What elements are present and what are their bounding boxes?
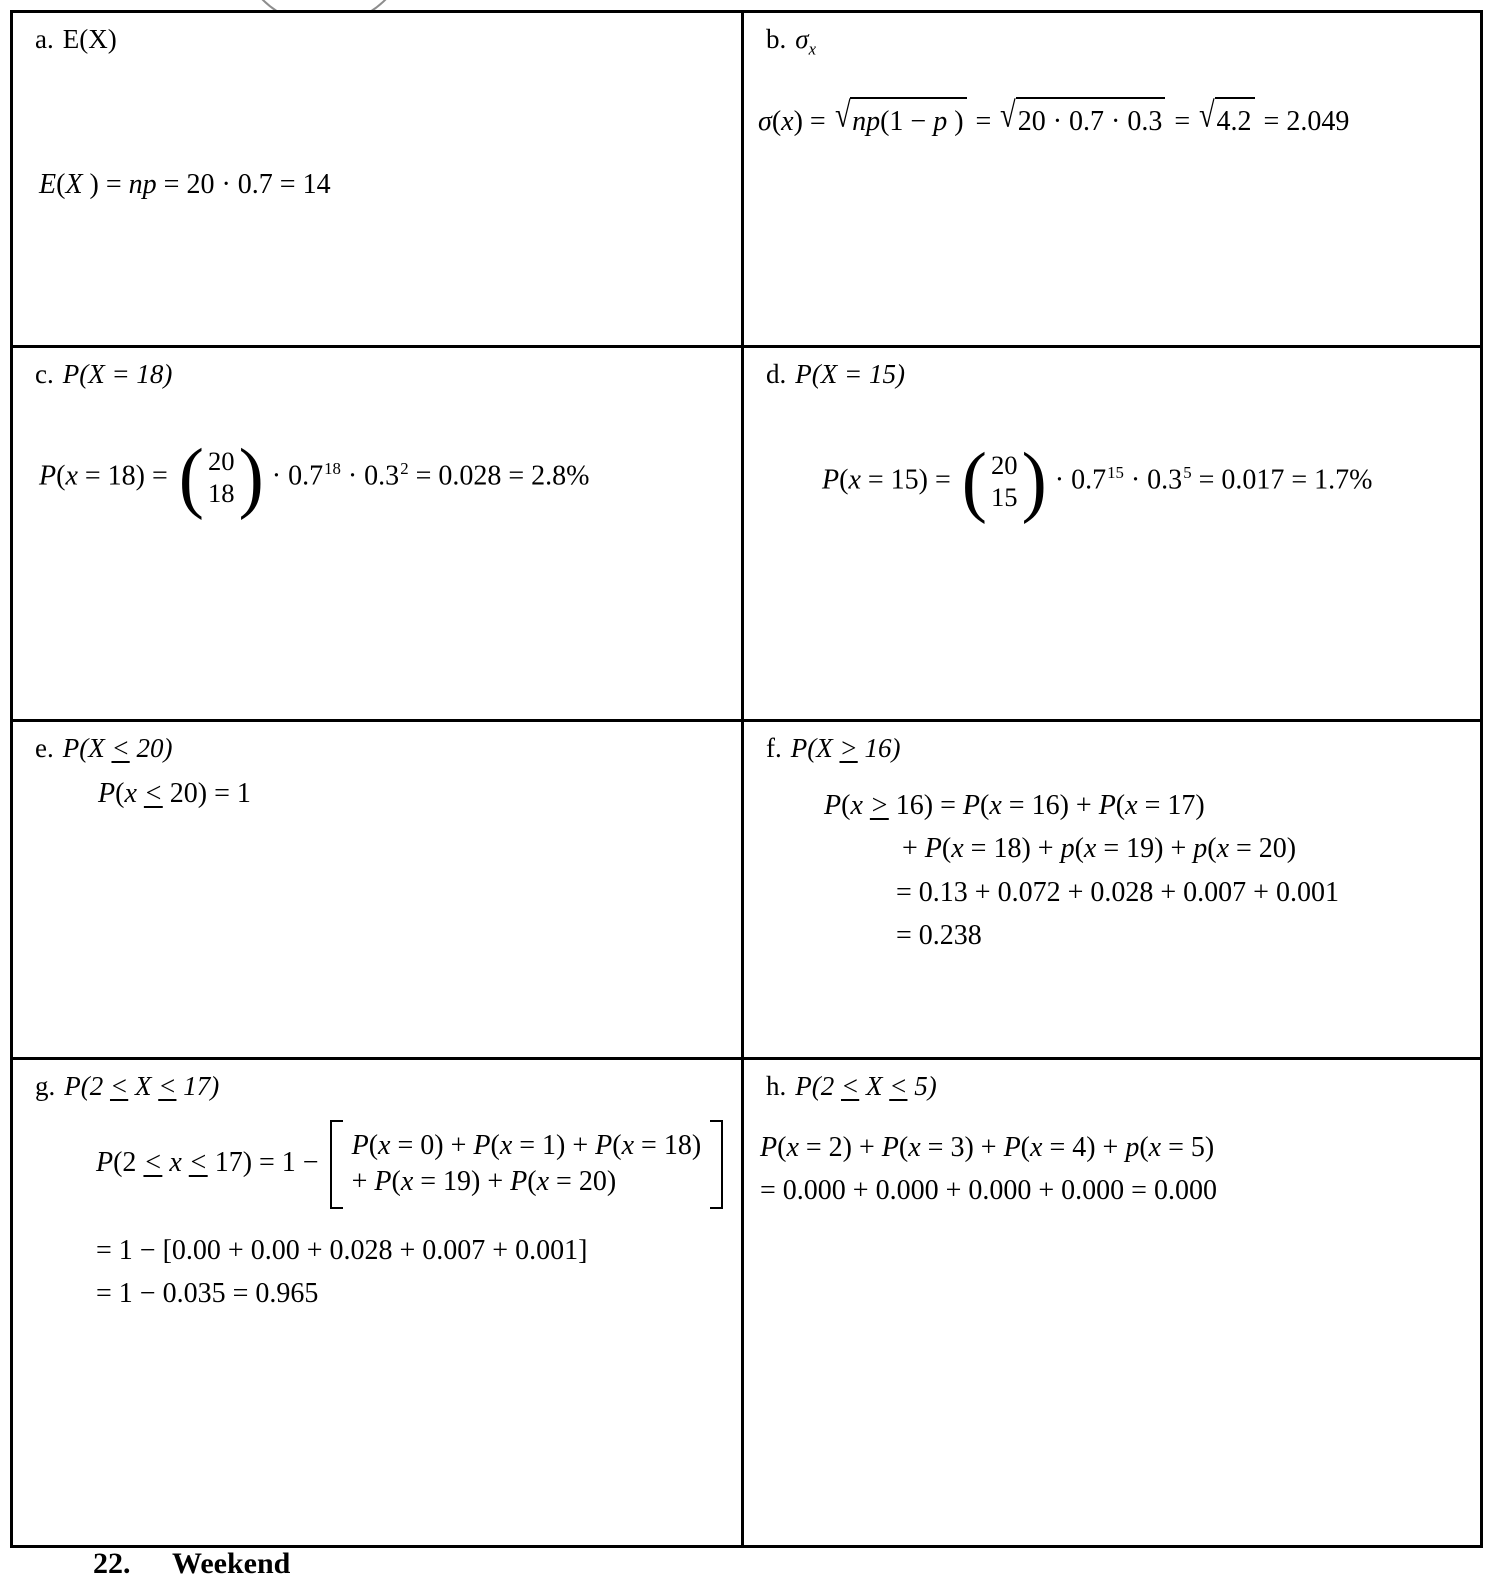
cell-c-formula	[39, 433, 590, 522]
cell-d-title: P(X = 15)	[795, 359, 905, 389]
next-exercise-title-clipped: Weekend	[172, 1547, 291, 1580]
formula-line: E(X ) = np = 20 · 0.7 = 14	[39, 169, 331, 200]
formula-line: P(x < 20) = 1	[98, 778, 251, 809]
cell-g-label	[35, 1070, 219, 1102]
sqrt-radical: √4.2	[1199, 97, 1254, 143]
cell-d	[744, 348, 1480, 722]
sqrt-radical: √np(1 − p )	[835, 97, 967, 143]
cell-c	[13, 348, 744, 722]
cell-a-title: E(X)	[62, 24, 117, 54]
formula-line: = 1 − [0.00 + 0.00 + 0.028 + 0.007 + 0.001]	[96, 1234, 588, 1266]
formula-line: = 0.13 + 0.072 + 0.028 + 0.007 + 0.001	[896, 876, 1339, 908]
formula-line: = 0.000 + 0.000 + 0.000 + 0.000 = 0.000	[760, 1175, 1217, 1207]
cell-h-label	[766, 1070, 937, 1102]
binomial-coefficient: ( 20 18 )	[178, 433, 264, 522]
cell-d-letter: d.	[766, 359, 787, 389]
answers-table	[10, 10, 1483, 1548]
cell-c-title: P(X = 18)	[62, 359, 173, 389]
cell-a-formula	[39, 163, 331, 206]
bracketed-stack: P(x = 0) + P(x = 1) + P(x = 18) + P(x = 19) + P(x = 20)	[330, 1120, 724, 1209]
cell-f	[744, 722, 1480, 1060]
cell-e-title: P(X < 20)	[62, 733, 173, 763]
cell-b-formula	[758, 97, 1349, 143]
cell-c-letter: c.	[35, 359, 54, 389]
formula-line: P(x = 2) + P(x = 3) + P(x = 4) + p(x = 5)	[760, 1132, 1215, 1163]
cell-e-formula	[98, 772, 251, 815]
cell-c-label	[35, 358, 172, 390]
formula-line: P(x = 18) = ( 20 18 ) · $0.7^{18} \cdot 0.3^2 = 0.028 = 2.8\%$	[39, 433, 590, 522]
formula-line: = 1 − 0.035 = 0.965	[96, 1278, 319, 1310]
cell-g-title: P(2 < X < 17)	[64, 1071, 220, 1101]
formula-line: + P(x = 18) + p(x = 19) + p(x = 20)	[902, 833, 1297, 865]
formula-line: P(2 < x < 17) = 1 − P(x = 0) + P(x = 1) + P(x = 18) + P(x = 19) + P(x = 20)	[96, 1120, 723, 1209]
cell-h-formula	[760, 1126, 1217, 1213]
sqrt-radical: √20 · 0.7 · 0.3	[1000, 97, 1165, 143]
cell-h	[744, 1060, 1480, 1545]
cell-e	[13, 722, 744, 1060]
formula-line: P(x > 16) = P(x = 16) + P(x = 17)	[824, 790, 1205, 821]
cell-h-title: P(2 < X < 5)	[795, 1071, 937, 1101]
cell-g-letter: g.	[35, 1071, 56, 1101]
cell-a-label	[35, 23, 117, 55]
formula-line: P(x = 15) = ( 20 15 ) · $0.7^{15} \cdot 0.3^5 = 0.017 = 1.7\%$	[822, 437, 1373, 526]
cell-b-label	[766, 23, 816, 59]
cell-f-letter: f.	[766, 733, 782, 763]
cell-g	[13, 1060, 744, 1545]
cell-f-title: P(X > 16)	[790, 733, 901, 763]
cell-e-letter: e.	[35, 733, 54, 763]
cell-d-label	[766, 358, 905, 390]
next-exercise-number-clipped: 22.	[93, 1547, 131, 1580]
binomial-coefficient: ( 20 15 )	[961, 437, 1047, 526]
cell-d-formula	[822, 437, 1373, 526]
cell-g-formula	[96, 1120, 723, 1316]
cell-a-letter: a.	[35, 24, 54, 54]
cell-f-formula	[824, 784, 1339, 958]
formula-line: = 0.238	[896, 920, 982, 952]
cell-b-title: $\sigma_x$	[795, 24, 817, 59]
cell-b	[744, 13, 1480, 348]
cell-b-letter: b.	[766, 24, 787, 54]
cell-f-label	[766, 732, 900, 764]
cell-e-label	[35, 732, 172, 764]
cell-a	[13, 13, 744, 348]
formula-line: σ(x) = √np(1 − p ) = √20 · 0.7 · 0.3 = √4.2 = 2.049	[758, 97, 1349, 143]
cell-h-letter: h.	[766, 1071, 787, 1101]
